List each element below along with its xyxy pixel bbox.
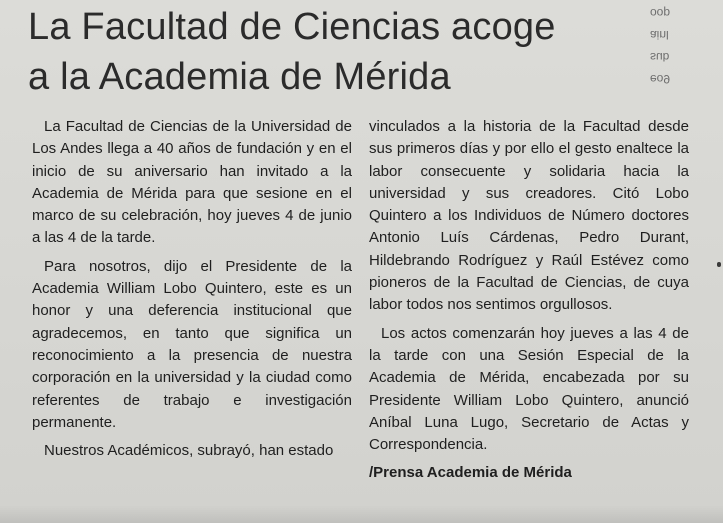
article-headline xyxy=(28,2,588,102)
bleed-through-text xyxy=(650,2,710,90)
scan-shadow xyxy=(0,505,723,523)
paragraph: Los actos comenzarán hoy jueves a las 4 de la tarde con una Sesión Especial de la Academia de Mérida, encabezada por su Presidente William Lobo Quintero, anunció Aníbal Luna Lugo, Secretario de Actas y Correspondencia. xyxy=(369,324,689,454)
bleed-line: sub xyxy=(650,50,670,64)
paragraph: La Facultad de Ciencias de la Universidad de Los Andes llega a 40 años de fundación y en el inicio de su aniversario han invitado a la Academia de Mérida para que sesione en el marco de su celebración, hoy jueves 4 de junio a las 4 de la tarde. xyxy=(32,118,352,247)
headline-line-2: a la Academia de Mérida xyxy=(28,56,451,98)
bleed-line: oop xyxy=(650,6,671,20)
article-column-right xyxy=(369,116,689,491)
bleed-line: ainl xyxy=(650,28,669,42)
paragraph: Nuestros Académicos, subrayó, han estado xyxy=(44,442,334,460)
paragraph: Para nosotros, dijo el Presidente de la Academia William Lobo Quintero, este es un honor y una deferencia institucional que agradecemos, en tanto que significa un reconocimiento a la presencia de nuestra corporación en la universidad y la ciudad como referentes de trabajo e investigación permanente. xyxy=(32,257,352,431)
ink-speck xyxy=(717,262,721,267)
paragraph: vinculados a la historia de la Facultad desde sus primeros días y por ello el gesto enaltece la labor consecuente y solidaria hacia la universidad y sus creadores. Citó Lobo Quintero a los Individuos de Número doctores Antonio Luís Cárdenas, Pedro Durant, Hildebrando Rodríguez y Raúl Estévez como pioneros de la Facultad de Ciencias, de cuya labor todos nos sentimos orgullosos. xyxy=(369,118,689,314)
article-column-left xyxy=(32,116,352,468)
headline-line-1: La Facultad de Ciencias acoge xyxy=(28,6,556,48)
bleed-line: eo9 xyxy=(650,72,671,86)
article-signature: /Prensa Academia de Mérida xyxy=(369,464,572,482)
